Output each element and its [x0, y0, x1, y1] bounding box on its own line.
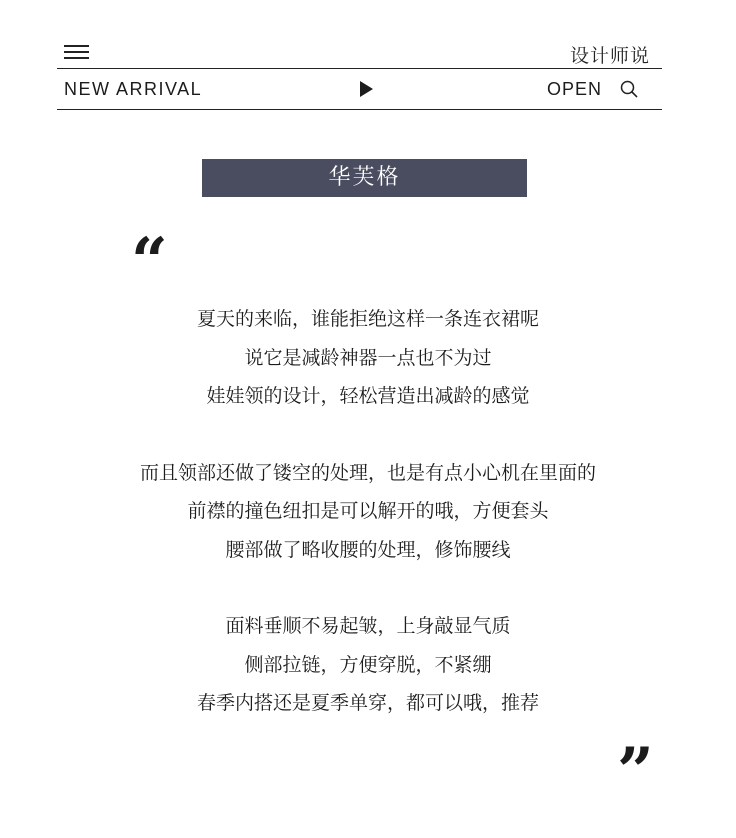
close-quote-mark: ” — [617, 734, 654, 809]
open-quote-mark: “ — [131, 224, 168, 299]
paragraph — [60, 607, 676, 723]
open-button[interactable]: OPEN — [547, 79, 603, 99]
text-line: 春季内搭还是夏季单穿，都可以哦，推荐 — [196, 692, 539, 714]
search-icon[interactable] — [620, 80, 638, 98]
text-line: 面料垂顺不易起皱，上身敲显气质 — [225, 615, 511, 637]
text-line: 前襟的撞色纽扣是可以解开的哦，方便套头 — [187, 500, 549, 522]
text-line: 而且领部还做了镂空的处理，也是有点小心机在里面的 — [139, 461, 596, 484]
play-icon[interactable] — [360, 81, 373, 97]
text-line: 夏天的来临，谁能拒绝这样一条连衣裙呢 — [196, 308, 539, 330]
designer-says-label: 设计师说 — [569, 45, 650, 67]
nav-bar — [57, 68, 662, 110]
brand-title-banner: 华芙格 — [202, 159, 527, 197]
text-line: 娃娃领的设计，轻松营造出减龄的感觉 — [206, 385, 530, 407]
text-line: 腰部做了略收腰的处理，修饰腰线 — [225, 538, 511, 561]
description-text — [60, 300, 676, 761]
text-line: 侧部拉链，方便穿脱，不紧绷 — [244, 653, 492, 676]
hamburger-menu-icon[interactable] — [64, 45, 89, 59]
top-header — [57, 38, 662, 69]
new-arrival-label: NEW ARRIVAL — [64, 79, 203, 99]
text-line: 说它是减龄神器一点也不为过 — [244, 346, 492, 369]
paragraph — [60, 454, 676, 570]
paragraph — [60, 300, 676, 416]
